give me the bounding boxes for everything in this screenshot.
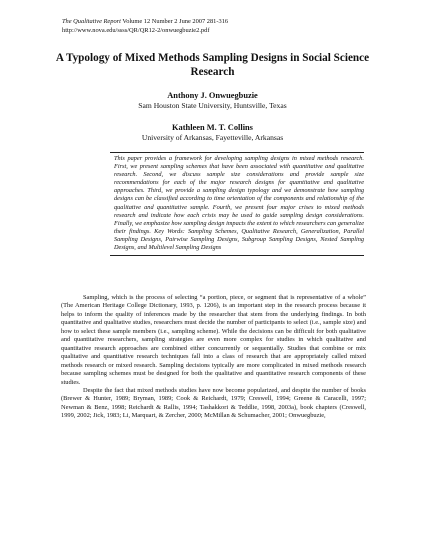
body-paragraph-2: Despite the fact that mixed methods studies have now become popularized, and despite the number of books (Brewer & Hunter, 1989; Bryman, 1989; Cook & Reichardt, 1979; Creswell, 1994; Greene & Caracelli, 1997; Newman & Benz, 1998; Reichardt & Rallis, 1994; Tashakkori & Teddlie, 1998, 2003a), book chapters (Creswell, 1999, 2002; Jick, 1983; Li, Marquart, & Zercher, 2000; McMillan & Schumacher, 2001; Onwuegbuzie, bbox=[61, 386, 366, 420]
author-name: Anthony J. Onwuegbuzie bbox=[167, 91, 258, 100]
journal-name: The Qualitative Report bbox=[62, 18, 121, 25]
journal-header bbox=[62, 17, 228, 35]
abstract: This paper provides a framework for developing sampling designs in mixed methods research. First, we present sampling schemes that have been associated with quantitative and qualitative research. Second, we discuss sample size considerations and provide sample size recommendations for each of the major research designs for quantitative and qualitative approaches. Third, we provide a sampling design typology and we demonstrate how sampling designs can be classified according to time orientation of the components and relationship of the qualitative and quantitative sample. Fourth, we present four major crises to mixed methods research and indicate how each crisis may be used to guide sampling design considerations. Finally, we emphasize how sampling design impacts the extent to which researchers can generalize their findings. Key Words: Sampling Schemes, Qualitative Research, Generalization, Parallel Sampling Designs, Pairwise Sampling Designs, Subgroup Sampling Designs, Nested Sampling Designs, and Multilevel Sampling Designs bbox=[110, 152, 364, 256]
author-block-2 bbox=[40, 123, 385, 143]
body-paragraph-1: Sampling, which is the process of selecting “a portion, piece, or segment that is representative of a whole” (The American Heritage College Dictionary, 1993, p. 1206), is an important step in the research process because it helps to inform the quality of inferences made by the researcher that stem from the underlying findings. In both quantitative and qualitative studies, researchers must decide the number of participants to select (i.e., sample size) and how to select these sample members (i.e., sampling scheme). While the decisions can be difficult for both qualitative and quantitative researchers, sampling strategies are even more complex for studies in which qualitative and quantitative research approaches are combined either concurrently or sequentially. Studies that combine or mix qualitative and quantitative research techniques fall into a class of research that are appropriately called mixed methods research or mixed research. Sampling decisions typically are more complicated in mixed methods research because sampling schemes must be designed for both the qualitative and quantitative research components of these studies. bbox=[61, 294, 366, 386]
journal-issue: Volume 12 Number 2 June 2007 281-316 bbox=[120, 18, 229, 25]
author-affiliation: Sam Houston State University, Huntsville, Texas bbox=[138, 101, 287, 110]
author-name: Kathleen M. T. Collins bbox=[172, 123, 253, 132]
journal-citation bbox=[62, 17, 228, 26]
paper-title: A Typology of Mixed Methods Sampling Designs in Social Science Research bbox=[55, 52, 370, 78]
author-block-1 bbox=[40, 91, 385, 111]
body-text bbox=[61, 294, 366, 421]
article-url[interactable]: http://www.nova.edu/ssss/QR/QR12-2/onwuegbuzie2.pdf bbox=[62, 27, 210, 34]
author-affiliation: University of Arkansas, Fayetteville, Arkansas bbox=[141, 133, 284, 142]
